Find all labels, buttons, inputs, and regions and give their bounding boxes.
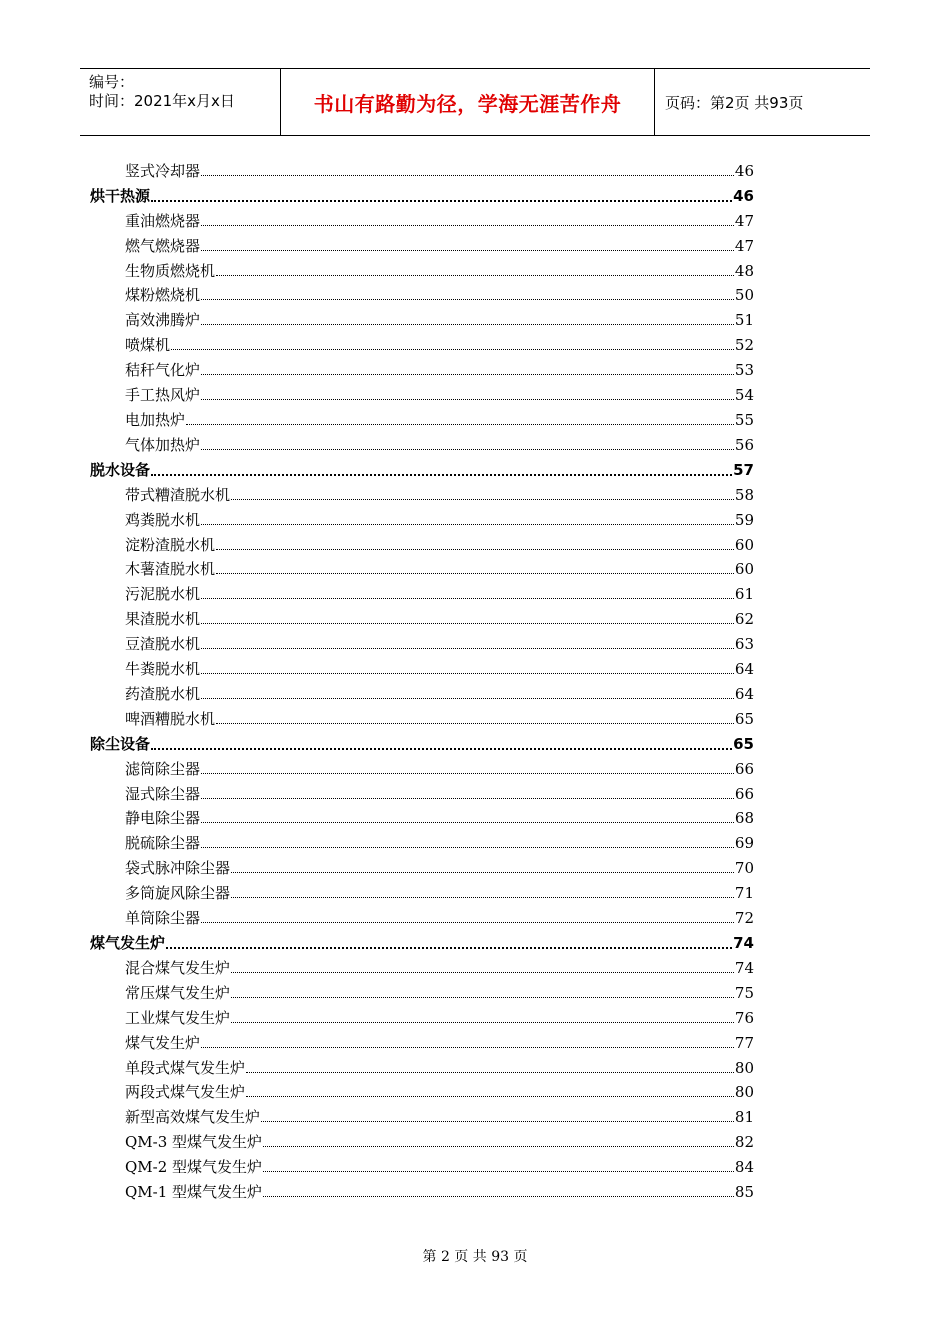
toc-entry-title: 单段式煤气发生炉	[125, 1058, 246, 1077]
toc-entry-page: 56	[734, 435, 754, 454]
toc-dot-leader	[201, 524, 734, 525]
toc-entry-title: QM-3 型煤气发生炉	[125, 1133, 263, 1152]
toc-entry-title: 除尘设备	[90, 734, 151, 753]
toc-entry-page: 80	[734, 1058, 754, 1077]
toc-entry-page: 82	[734, 1133, 754, 1152]
toc-entry-page: 64	[734, 684, 754, 703]
toc-entry-page: 47	[734, 236, 754, 255]
toc-entry[interactable]	[90, 1055, 754, 1080]
toc-entry-page: 48	[734, 261, 754, 280]
toc-entry-title: 喷煤机	[125, 336, 171, 355]
toc-dot-leader	[171, 349, 734, 350]
toc-dot-leader	[231, 872, 734, 873]
toc-entry[interactable]	[90, 681, 754, 706]
toc-entry-title: 煤气发生炉	[90, 934, 166, 952]
toc-dot-leader	[231, 972, 734, 973]
toc-entry-page: 74	[733, 934, 754, 952]
toc-dot-leader	[216, 723, 734, 724]
toc-dot-leader	[201, 673, 734, 674]
toc-dot-leader	[151, 748, 732, 750]
toc-entry-page: 64	[734, 660, 754, 679]
toc-entry-title: 果渣脱水机	[125, 610, 201, 629]
toc-entry-page: 77	[734, 1033, 754, 1052]
toc-entry[interactable]	[90, 781, 754, 806]
toc-entry[interactable]	[90, 905, 754, 930]
toc-entry[interactable]	[90, 955, 754, 980]
toc-entry[interactable]	[90, 880, 754, 905]
toc-entry-page: 61	[734, 585, 754, 604]
toc-entry-title: 手工热风炉	[125, 386, 201, 405]
toc-entry-title: 袋式脉冲除尘器	[125, 859, 231, 878]
toc-dot-leader	[201, 374, 734, 375]
toc-entry-title: 煤气发生炉	[125, 1033, 201, 1052]
toc-entry-title: 新型高效煤气发生炉	[125, 1108, 261, 1127]
toc-entry[interactable]	[90, 258, 754, 283]
toc-entry-page: 50	[734, 286, 754, 305]
toc-entry-page: 85	[734, 1183, 754, 1202]
toc-entry[interactable]	[90, 382, 754, 407]
toc-entry-page: 84	[734, 1158, 754, 1177]
page-header	[80, 68, 870, 136]
toc-entry-page: 57	[733, 460, 754, 479]
toc-dot-leader	[201, 175, 734, 176]
toc-entry-page: 74	[734, 958, 754, 977]
toc-entry[interactable]	[90, 606, 754, 631]
toc-section-entry[interactable]	[90, 930, 754, 955]
header-page-cell	[655, 69, 870, 135]
toc-entry[interactable]	[90, 307, 754, 332]
toc-entry-page: 75	[734, 983, 754, 1002]
toc-entry-title: 药渣脱水机	[125, 684, 201, 703]
toc-entry-page: 71	[734, 884, 754, 903]
toc-dot-leader	[201, 698, 734, 699]
toc-entry[interactable]	[90, 1104, 754, 1129]
toc-entry[interactable]	[90, 1154, 754, 1179]
toc-entry[interactable]	[90, 507, 754, 532]
document-number-label: 编号：	[89, 73, 135, 91]
toc-dot-leader	[201, 623, 734, 624]
toc-dot-leader	[201, 399, 734, 400]
toc-entry-title: QM-2 型煤气发生炉	[125, 1158, 263, 1177]
toc-entry-title: 电加热炉	[125, 410, 186, 429]
toc-dot-leader	[216, 573, 734, 574]
toc-entry-title: 重油燃烧器	[125, 211, 201, 230]
toc-dot-leader	[201, 598, 734, 599]
header-meta-cell	[80, 69, 281, 135]
toc-dot-leader	[246, 1096, 734, 1097]
document-time-label: 时间：2021年x月x日	[89, 92, 235, 110]
toc-section-entry[interactable]	[90, 183, 754, 208]
toc-dot-leader	[246, 1072, 734, 1073]
toc-entry-page: 52	[734, 336, 754, 355]
toc-entry-title: 带式糟渣脱水机	[125, 485, 231, 504]
toc-dot-leader	[166, 947, 732, 949]
toc-entry-title: 木薯渣脱水机	[125, 560, 216, 579]
toc-entry[interactable]	[90, 656, 754, 681]
toc-entry-title: 气体加热炉	[125, 435, 201, 454]
toc-entry-page: 46	[734, 161, 754, 180]
toc-entry[interactable]	[90, 532, 754, 557]
toc-dot-leader	[263, 1196, 734, 1197]
toc-entry-title: 污泥脱水机	[125, 585, 201, 604]
toc-dot-leader	[201, 798, 734, 799]
toc-entry[interactable]	[90, 557, 754, 582]
toc-entry-title: QM-1 型煤气发生炉	[125, 1183, 263, 1202]
toc-dot-leader	[201, 822, 734, 823]
toc-dot-leader	[201, 648, 734, 649]
toc-entry-title: 秸秆气化炉	[125, 361, 201, 380]
toc-entry-page: 68	[734, 809, 754, 828]
toc-entry[interactable]	[90, 1080, 754, 1105]
toc-entry-title: 脱水设备	[90, 460, 151, 479]
toc-entry-page: 81	[734, 1108, 754, 1127]
toc-entry-page: 65	[734, 709, 754, 728]
toc-entry-page: 80	[734, 1083, 754, 1102]
toc-entry-page: 60	[734, 535, 754, 554]
toc-entry-title: 静电除尘器	[125, 809, 201, 828]
page-footer: 第 2 页 共 93 页	[422, 1249, 528, 1265]
toc-entry[interactable]	[90, 980, 754, 1005]
toc-dot-leader	[216, 275, 734, 276]
toc-entry-title: 淀粉渣脱水机	[125, 535, 216, 554]
toc-entry-page: 70	[734, 859, 754, 878]
toc-entry-title: 混合煤气发生炉	[125, 958, 231, 977]
toc-dot-leader	[216, 549, 734, 550]
toc-entry[interactable]	[90, 283, 754, 308]
header-page-info: 页码：第2页 共93页	[665, 93, 804, 112]
toc-entry[interactable]	[90, 1030, 754, 1055]
toc-dot-leader	[201, 250, 734, 251]
toc-entry-page: 47	[734, 211, 754, 230]
toc-entry-page: 69	[734, 834, 754, 853]
toc-entry-title: 多筒旋风除尘器	[125, 884, 231, 903]
toc-entry[interactable]	[90, 756, 754, 781]
toc-dot-leader	[151, 474, 732, 476]
toc-dot-leader	[201, 299, 734, 300]
toc-dot-leader	[263, 1146, 734, 1147]
toc-section-entry[interactable]	[90, 731, 754, 756]
toc-entry-page: 66	[734, 759, 754, 778]
toc-dot-leader	[201, 324, 734, 325]
toc-entry-title: 竖式冷却器	[125, 161, 201, 180]
toc-entry-title: 滤筒除尘器	[125, 759, 201, 778]
toc-entry-page: 72	[734, 909, 754, 928]
header-motto: 书山有路勤为径，学海无涯苦作舟	[313, 91, 622, 116]
toc-dot-leader	[263, 1171, 734, 1172]
toc-entry-page: 53	[734, 361, 754, 380]
toc-dot-leader	[201, 922, 734, 923]
toc-entry-title: 豆渣脱水机	[125, 635, 201, 654]
toc-entry-page: 51	[734, 311, 754, 330]
toc-entry-title: 高效沸腾炉	[125, 311, 201, 330]
toc-entry-title: 工业煤气发生炉	[125, 1008, 231, 1027]
toc-dot-leader	[201, 225, 734, 226]
toc-dot-leader	[201, 1047, 734, 1048]
toc-entry-title: 烘干热源	[90, 186, 151, 205]
toc-dot-leader	[201, 847, 734, 848]
toc-entry[interactable]	[90, 706, 754, 731]
toc-dot-leader	[186, 424, 734, 425]
toc-entry-page: 54	[734, 386, 754, 405]
toc-entry[interactable]	[90, 1179, 754, 1204]
toc-entry-page: 76	[734, 1008, 754, 1027]
toc-dot-leader	[151, 200, 732, 202]
toc-entry-page: 65	[733, 734, 754, 753]
header-motto-cell	[281, 69, 655, 135]
toc-entry-title: 常压煤气发生炉	[125, 983, 231, 1002]
toc-dot-leader	[231, 897, 734, 898]
toc-entry-page: 66	[734, 784, 754, 803]
toc-entry-page: 58	[734, 485, 754, 504]
toc-entry[interactable]	[90, 806, 754, 831]
toc-entry-title: 鸡粪脱水机	[125, 510, 201, 529]
toc-entry[interactable]	[90, 357, 754, 382]
toc-entry-title: 燃气燃烧器	[125, 236, 201, 255]
toc-entry-title: 单筒除尘器	[125, 909, 201, 928]
toc-entry[interactable]	[90, 432, 754, 457]
toc-dot-leader	[231, 997, 734, 998]
toc-entry-title: 生物质燃烧机	[125, 261, 216, 280]
toc-entry-title: 煤粉燃烧机	[125, 286, 201, 305]
toc-entry[interactable]	[90, 631, 754, 656]
toc-section-entry[interactable]	[90, 457, 754, 482]
toc-entry-page: 60	[734, 560, 754, 579]
toc-dot-leader	[231, 499, 734, 500]
toc-entry-title: 脱硫除尘器	[125, 834, 201, 853]
toc-entry[interactable]	[90, 1005, 754, 1030]
toc-dot-leader	[201, 773, 734, 774]
toc-entry-page: 62	[734, 610, 754, 629]
toc-dot-leader	[201, 449, 734, 450]
toc-dot-leader	[231, 1022, 734, 1023]
table-of-contents	[90, 158, 754, 1204]
toc-entry[interactable]	[90, 208, 754, 233]
toc-entry-title: 啤酒糟脱水机	[125, 709, 216, 728]
toc-entry[interactable]	[90, 482, 754, 507]
toc-entry-page: 63	[734, 635, 754, 654]
toc-entry-title: 湿式除尘器	[125, 784, 201, 803]
toc-entry[interactable]	[90, 1129, 754, 1154]
toc-entry-page: 55	[734, 410, 754, 429]
toc-entry[interactable]	[90, 158, 754, 183]
toc-entry[interactable]	[90, 332, 754, 357]
toc-entry-page: 59	[734, 510, 754, 529]
toc-entry[interactable]	[90, 830, 754, 855]
toc-dot-leader	[261, 1121, 734, 1122]
toc-entry[interactable]	[90, 233, 754, 258]
toc-entry-title: 两段式煤气发生炉	[125, 1083, 246, 1102]
toc-entry-page: 46	[733, 186, 754, 205]
toc-entry[interactable]	[90, 581, 754, 606]
toc-entry[interactable]	[90, 855, 754, 880]
toc-entry[interactable]	[90, 407, 754, 432]
toc-entry-title: 牛粪脱水机	[125, 660, 201, 679]
